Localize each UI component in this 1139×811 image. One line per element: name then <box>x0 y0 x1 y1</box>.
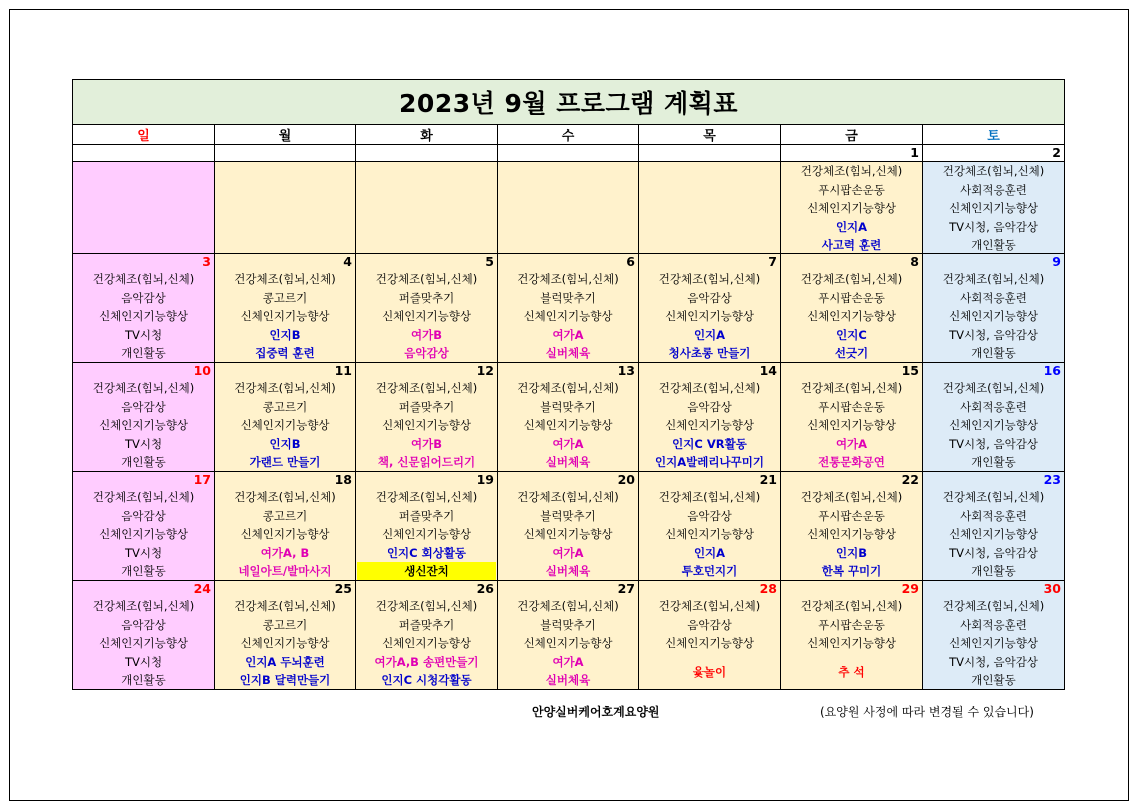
activity-item: 음악감상 <box>121 617 166 632</box>
weekday-tue: 화 <box>356 125 498 145</box>
activity-item: 건강체조(힘뇌,신체) <box>942 599 1045 613</box>
activity-item: 책, 신문읽어드리기 <box>377 455 476 469</box>
week-row <box>73 254 1065 363</box>
activity-item: 인지A발레리나꾸미기 <box>655 455 764 469</box>
activity-item: 건강체조(힘뇌,신체) <box>375 381 478 395</box>
activity-item: 개인활동 <box>121 673 166 687</box>
week-row <box>73 472 1065 581</box>
footer-facility-name: 안양실버케어호계요양원 <box>532 705 660 719</box>
day-cell-sat <box>923 254 1065 363</box>
day-number: 16 <box>1043 363 1061 378</box>
day-activities <box>923 270 1064 362</box>
activity-item: 건강체조(힘뇌,신체) <box>92 599 195 613</box>
activity-item: 건강체조(힘뇌,신체) <box>517 599 619 613</box>
day-cell-mon <box>215 581 356 690</box>
day-activities <box>639 270 780 362</box>
activity-item: 한복 꾸미기 <box>821 564 882 578</box>
day-cell-tue <box>356 254 498 363</box>
day-activities <box>498 488 638 580</box>
day-cell-sun <box>73 363 215 472</box>
activity-item: 콩고르기 <box>262 290 308 305</box>
activity-item: 블럭맞추기 <box>540 399 596 414</box>
day-cell-mon <box>215 472 356 581</box>
activity-item: 음악감상 <box>121 290 166 305</box>
activity-item: 건강체조(힘뇌,신체) <box>658 381 761 395</box>
day-activities <box>215 597 355 689</box>
activity-item: 개인활동 <box>971 238 1016 252</box>
day-number: 17 <box>193 472 211 487</box>
activity-item: 신체인지기능향상 <box>99 309 188 323</box>
activity-item: 콩고르기 <box>262 399 308 414</box>
day-activities <box>781 379 922 471</box>
day-activities <box>73 379 214 471</box>
day-activities <box>356 270 497 362</box>
activity-item: 푸시팝손운동 <box>818 508 885 523</box>
day-activities <box>215 379 355 471</box>
day-number: 9 <box>1052 254 1061 269</box>
weekday-thu: 목 <box>639 125 781 145</box>
activity-item: 건강체조(힘뇌,신체) <box>92 490 195 504</box>
activity-item: 여가B <box>411 436 442 451</box>
activity-item: 퍼즐맞추기 <box>398 399 455 414</box>
activity-item: 신체인지기능향상 <box>665 418 754 432</box>
activity-item: 신체인지기능향상 <box>949 636 1038 650</box>
day-activities <box>73 597 214 689</box>
day-cell-sun <box>73 472 215 581</box>
day-number: 24 <box>193 581 211 596</box>
day-cell-tue <box>356 581 498 690</box>
day-number: 11 <box>334 363 352 378</box>
day-cell-wed <box>498 145 639 254</box>
day-activities <box>356 597 497 689</box>
activity-item: 건강체조(힘뇌,신체) <box>942 164 1045 178</box>
day-cell-mon <box>215 145 356 254</box>
activity-item: 윷놀이 <box>692 664 727 679</box>
activity-item: 신체인지기능향상 <box>807 527 896 541</box>
day-cell-fri <box>781 254 923 363</box>
day-activities <box>781 161 922 253</box>
day-number: 3 <box>202 254 211 269</box>
activity-item: 여가A <box>552 436 584 451</box>
activity-item: 푸시팝손운동 <box>818 399 885 414</box>
day-cell-sun <box>73 581 215 690</box>
activity-item: 여가A <box>552 327 584 342</box>
day-activities <box>498 597 638 689</box>
activity-item: 집중력 훈련 <box>255 346 315 360</box>
activity-item: 여가A <box>835 436 868 451</box>
activity-item <box>356 562 497 581</box>
activity-item: 신체인지기능향상 <box>665 527 754 541</box>
activity-item: 블럭맞추기 <box>540 617 596 632</box>
day-number: 20 <box>617 472 635 487</box>
activity-item: 인지A <box>693 327 726 342</box>
activity-item: 건강체조(힘뇌,신체) <box>800 599 903 613</box>
activity-item: 건강체조(힘뇌,신체) <box>92 381 195 395</box>
week-row <box>73 145 1065 254</box>
activity-item: 음악감상 <box>121 399 166 414</box>
activity-item: 인지C 시청각활동 <box>381 673 472 687</box>
day-number: 21 <box>759 472 777 487</box>
weekday-mon: 월 <box>215 125 356 145</box>
day-activities <box>73 270 214 362</box>
activity-item: 건강체조(힘뇌,신체) <box>658 490 761 504</box>
activity-item: 신체인지기능향상 <box>665 636 754 650</box>
day-number: 25 <box>334 581 352 596</box>
activity-item: 건강체조(힘뇌,신체) <box>942 272 1045 286</box>
day-number <box>356 145 497 161</box>
activity-item: 건강체조(힘뇌,신체) <box>942 381 1045 395</box>
activity-item: 신체인지기능향상 <box>665 309 754 323</box>
day-number: 14 <box>759 363 777 378</box>
day-cell-sun <box>73 145 215 254</box>
activity-item: 인지A 두뇌훈련 <box>245 654 325 669</box>
day-number: 26 <box>476 581 494 596</box>
day-number: 13 <box>617 363 635 378</box>
activity-item: 추 석 <box>838 664 865 679</box>
day-cell-fri <box>781 145 923 254</box>
day-number: 22 <box>901 472 919 487</box>
day-cell-mon <box>215 363 356 472</box>
day-cell-wed <box>498 254 639 363</box>
day-number <box>498 145 638 161</box>
activity-item: 음악감상 <box>121 508 166 523</box>
activity-item: 신체인지기능향상 <box>807 309 896 323</box>
activity-item: 음악감상 <box>404 346 449 360</box>
day-activities <box>215 488 355 580</box>
day-activities <box>215 161 355 253</box>
activity-item: TV시청, 음악감상 <box>949 219 1038 234</box>
activity-item: 건강체조(힘뇌,신체) <box>800 272 903 286</box>
activity-item: 신체인지기능향상 <box>240 636 330 650</box>
day-activities <box>923 597 1064 689</box>
day-cell-thu <box>639 145 781 254</box>
activity-item: 인지A <box>693 545 726 560</box>
day-cell-thu <box>639 363 781 472</box>
activity-item: 인지B <box>269 327 301 342</box>
activity-item: 실버체육 <box>545 564 591 578</box>
activity-item: 신체인지기능향상 <box>523 527 613 541</box>
activity-item: 건강체조(힘뇌,신체) <box>375 490 478 504</box>
activity-item: 여가B <box>411 327 442 342</box>
weekday-wed: 수 <box>498 125 639 145</box>
activity-item: 사회적응훈련 <box>960 290 1027 305</box>
activity-item: 네일아트/발마사지 <box>238 564 332 578</box>
day-number: 12 <box>476 363 494 378</box>
day-cell-thu <box>639 472 781 581</box>
day-number <box>215 145 355 161</box>
day-activities <box>639 161 780 253</box>
day-cell-sat <box>923 145 1065 254</box>
activity-item: 인지A <box>835 219 868 234</box>
activity-item: 개인활동 <box>971 455 1016 469</box>
activity-item: 건강체조(힘뇌,신체) <box>658 272 761 286</box>
day-number: 30 <box>1043 581 1061 596</box>
activity-item: 음악감상 <box>687 617 732 632</box>
day-cell-tue <box>356 472 498 581</box>
activity-item: 개인활동 <box>121 346 166 360</box>
activity-item: TV시청, 음악감상 <box>949 436 1038 451</box>
activity-item: 푸시팝손운동 <box>818 182 885 197</box>
activity-item: 퍼즐맞추기 <box>398 508 455 523</box>
activity-item: 건강체조(힘뇌,신체) <box>517 490 619 504</box>
footer-notice: (요양원 사정에 따라 변경될 수 있습니다) <box>820 705 1034 719</box>
day-activities <box>356 161 497 253</box>
calendar-table <box>72 79 1065 690</box>
activity-item: 건강체조(힘뇌,신체) <box>234 381 336 395</box>
day-cell-sat <box>923 363 1065 472</box>
activity-item: TV시청 <box>124 545 163 560</box>
day-cell-wed <box>498 581 639 690</box>
day-number: 27 <box>617 581 635 596</box>
activity-item: 건강체조(힘뇌,신체) <box>234 272 336 286</box>
day-cell-thu <box>639 581 781 690</box>
day-cell-mon <box>215 254 356 363</box>
activity-item: 여가A <box>552 654 584 669</box>
day-number: 8 <box>910 254 919 269</box>
activity-item: 건강체조(힘뇌,신체) <box>658 599 761 613</box>
day-number: 6 <box>626 254 635 269</box>
day-cell-tue <box>356 363 498 472</box>
activity-item: TV시청, 음악감상 <box>949 545 1038 560</box>
activity-item: 인지C 회상활동 <box>386 545 467 560</box>
day-activities <box>923 161 1064 253</box>
day-cell-wed <box>498 472 639 581</box>
activity-item: 건강체조(힘뇌,신체) <box>92 272 195 286</box>
day-activities <box>639 379 780 471</box>
activity-item: 개인활동 <box>121 564 166 578</box>
activity-item: 신체인지기능향상 <box>99 418 188 432</box>
activity-item: TV시청 <box>124 327 163 342</box>
activity-item: 사회적응훈련 <box>960 617 1027 632</box>
activity-item: 신체인지기능향상 <box>807 201 896 215</box>
activity-item: 음악감상 <box>687 508 732 523</box>
day-cell-fri <box>781 363 923 472</box>
activity-item: 가랜드 만들기 <box>249 455 321 469</box>
day-cell-sat <box>923 581 1065 690</box>
activity-item: 신체인지기능향상 <box>240 418 330 432</box>
activity-item: 신체인지기능향상 <box>382 418 471 432</box>
day-activities <box>215 270 355 362</box>
activity-item: 여가A, B <box>260 545 310 560</box>
activity-item: 개인활동 <box>971 673 1016 687</box>
day-cell-fri <box>781 472 923 581</box>
page-title: 2023년 9월 프로그램 계획표 <box>73 80 1065 125</box>
activity-item: 여가A,B 송편만들기 <box>374 654 479 669</box>
day-activities <box>781 270 922 362</box>
activity-item: 신체인지기능향상 <box>949 201 1038 215</box>
activity-item: 콩고르기 <box>262 617 308 632</box>
activity-item: 블럭맞추기 <box>540 508 596 523</box>
activity-item: 건강체조(힘뇌,신체) <box>800 490 903 504</box>
activity-item: 신체인지기능향상 <box>382 636 471 650</box>
activity-item: 푸시팝손운동 <box>818 290 885 305</box>
activity-item: 신체인지기능향상 <box>382 309 471 323</box>
weekday-sun: 일 <box>73 125 215 145</box>
activity-item: 건강체조(힘뇌,신체) <box>375 599 478 613</box>
activity-item: 건강체조(힘뇌,신체) <box>800 381 903 395</box>
day-cell-tue <box>356 145 498 254</box>
activity-item: 여가A <box>552 545 584 560</box>
activity-item: 실버체육 <box>545 346 591 360</box>
activity-item: 인지B <box>836 545 867 560</box>
activity-item: 선긋기 <box>834 346 869 360</box>
day-number <box>639 145 780 161</box>
day-number: 19 <box>476 472 494 487</box>
day-activities <box>498 161 638 253</box>
weekday-fri: 금 <box>781 125 923 145</box>
activity-item: 건강체조(힘뇌,신체) <box>234 490 336 504</box>
activity-item: 신체인지기능향상 <box>240 309 330 323</box>
activity-item: 신체인지기능향상 <box>523 418 613 432</box>
day-number: 28 <box>759 581 777 596</box>
activity-item: 음악감상 <box>687 399 732 414</box>
day-activities <box>781 597 922 689</box>
weekday-sat: 토 <box>923 125 1065 145</box>
activity-item: 실버체육 <box>545 673 591 687</box>
activity-item: 음악감상 <box>687 290 732 305</box>
day-activities <box>498 270 638 362</box>
activity-item: 전통문화공연 <box>818 455 885 469</box>
activity-item: 퍼즐맞추기 <box>398 290 455 305</box>
day-cell-sat <box>923 472 1065 581</box>
day-activities <box>498 379 638 471</box>
day-activities <box>639 597 780 689</box>
day-number: 2 <box>1052 145 1061 160</box>
activity-item: 건강체조(힘뇌,신체) <box>234 599 336 613</box>
activity-item: 신체인지기능향상 <box>99 527 188 541</box>
activity-item: 개인활동 <box>971 346 1016 360</box>
activity-item: 건강체조(힘뇌,신체) <box>517 381 619 395</box>
activity-item: 신체인지기능향상 <box>949 527 1038 541</box>
activity-item: 블럭맞추기 <box>540 290 596 305</box>
day-number: 23 <box>1043 472 1061 487</box>
day-activities <box>923 488 1064 580</box>
activity-item: 실버체육 <box>545 455 591 469</box>
week-row <box>73 581 1065 690</box>
day-number: 10 <box>193 363 211 378</box>
day-number <box>73 145 214 161</box>
activity-item: 사고력 훈련 <box>821 238 882 252</box>
activity-item: TV시청, 음악감상 <box>949 327 1038 342</box>
activity-item: TV시청, 음악감상 <box>949 654 1038 669</box>
day-cell-thu <box>639 254 781 363</box>
activity-item: 투호던지기 <box>681 564 738 578</box>
activity-item: 개인활동 <box>121 455 166 469</box>
activity-item: 사회적응훈련 <box>960 182 1027 197</box>
activity-item: 인지B 달력만들기 <box>239 673 331 687</box>
highlighted-activity: 생신잔치 <box>357 562 496 581</box>
day-activities <box>356 488 497 580</box>
day-number: 18 <box>334 472 352 487</box>
activity-item: 신체인지기능향상 <box>807 636 896 650</box>
weekday-header-row <box>73 125 1065 145</box>
activity-item: 건강체조(힘뇌,신체) <box>375 272 478 286</box>
day-cell-fri <box>781 581 923 690</box>
day-number: 5 <box>485 254 494 269</box>
activity-item: 신체인지기능향상 <box>807 418 896 432</box>
day-activities <box>356 379 497 471</box>
activity-item: TV시청 <box>124 654 163 669</box>
activity-item: 신체인지기능향상 <box>240 527 330 541</box>
activity-item: 신체인지기능향상 <box>523 636 613 650</box>
activity-item: 퍼즐맞추기 <box>398 617 455 632</box>
activity-item: 인지B <box>269 436 301 451</box>
activity-item: 건강체조(힘뇌,신체) <box>942 490 1045 504</box>
day-cell-wed <box>498 363 639 472</box>
day-cell-sun <box>73 254 215 363</box>
day-activities <box>73 488 214 580</box>
activity-item: 푸시팝손운동 <box>818 617 885 632</box>
activity-item: 청사초롱 만들기 <box>668 346 751 360</box>
week-row <box>73 363 1065 472</box>
day-activities <box>781 488 922 580</box>
activity-item: TV시청 <box>124 436 163 451</box>
activity-item: 신체인지기능향상 <box>523 309 613 323</box>
day-number: 15 <box>901 363 919 378</box>
day-number: 29 <box>901 581 919 596</box>
day-activities <box>923 379 1064 471</box>
activity-item: 개인활동 <box>971 564 1016 578</box>
day-number: 1 <box>910 145 919 160</box>
day-number: 7 <box>768 254 777 269</box>
activity-item: 인지C VR활동 <box>672 436 747 451</box>
day-activities <box>639 488 780 580</box>
day-activities <box>73 161 214 253</box>
activity-item: 신체인지기능향상 <box>382 527 471 541</box>
activity-item: 건강체조(힘뇌,신체) <box>517 272 619 286</box>
activity-item: 신체인지기능향상 <box>99 636 188 650</box>
day-number: 4 <box>343 254 352 269</box>
activity-item: 콩고르기 <box>262 508 308 523</box>
activity-item: 사회적응훈련 <box>960 399 1027 414</box>
activity-item: 신체인지기능향상 <box>949 418 1038 432</box>
activity-item: 건강체조(힘뇌,신체) <box>800 164 903 178</box>
activity-item: 신체인지기능향상 <box>949 309 1038 323</box>
activity-item: 인지C <box>836 327 867 342</box>
activity-item: 사회적응훈련 <box>960 508 1027 523</box>
